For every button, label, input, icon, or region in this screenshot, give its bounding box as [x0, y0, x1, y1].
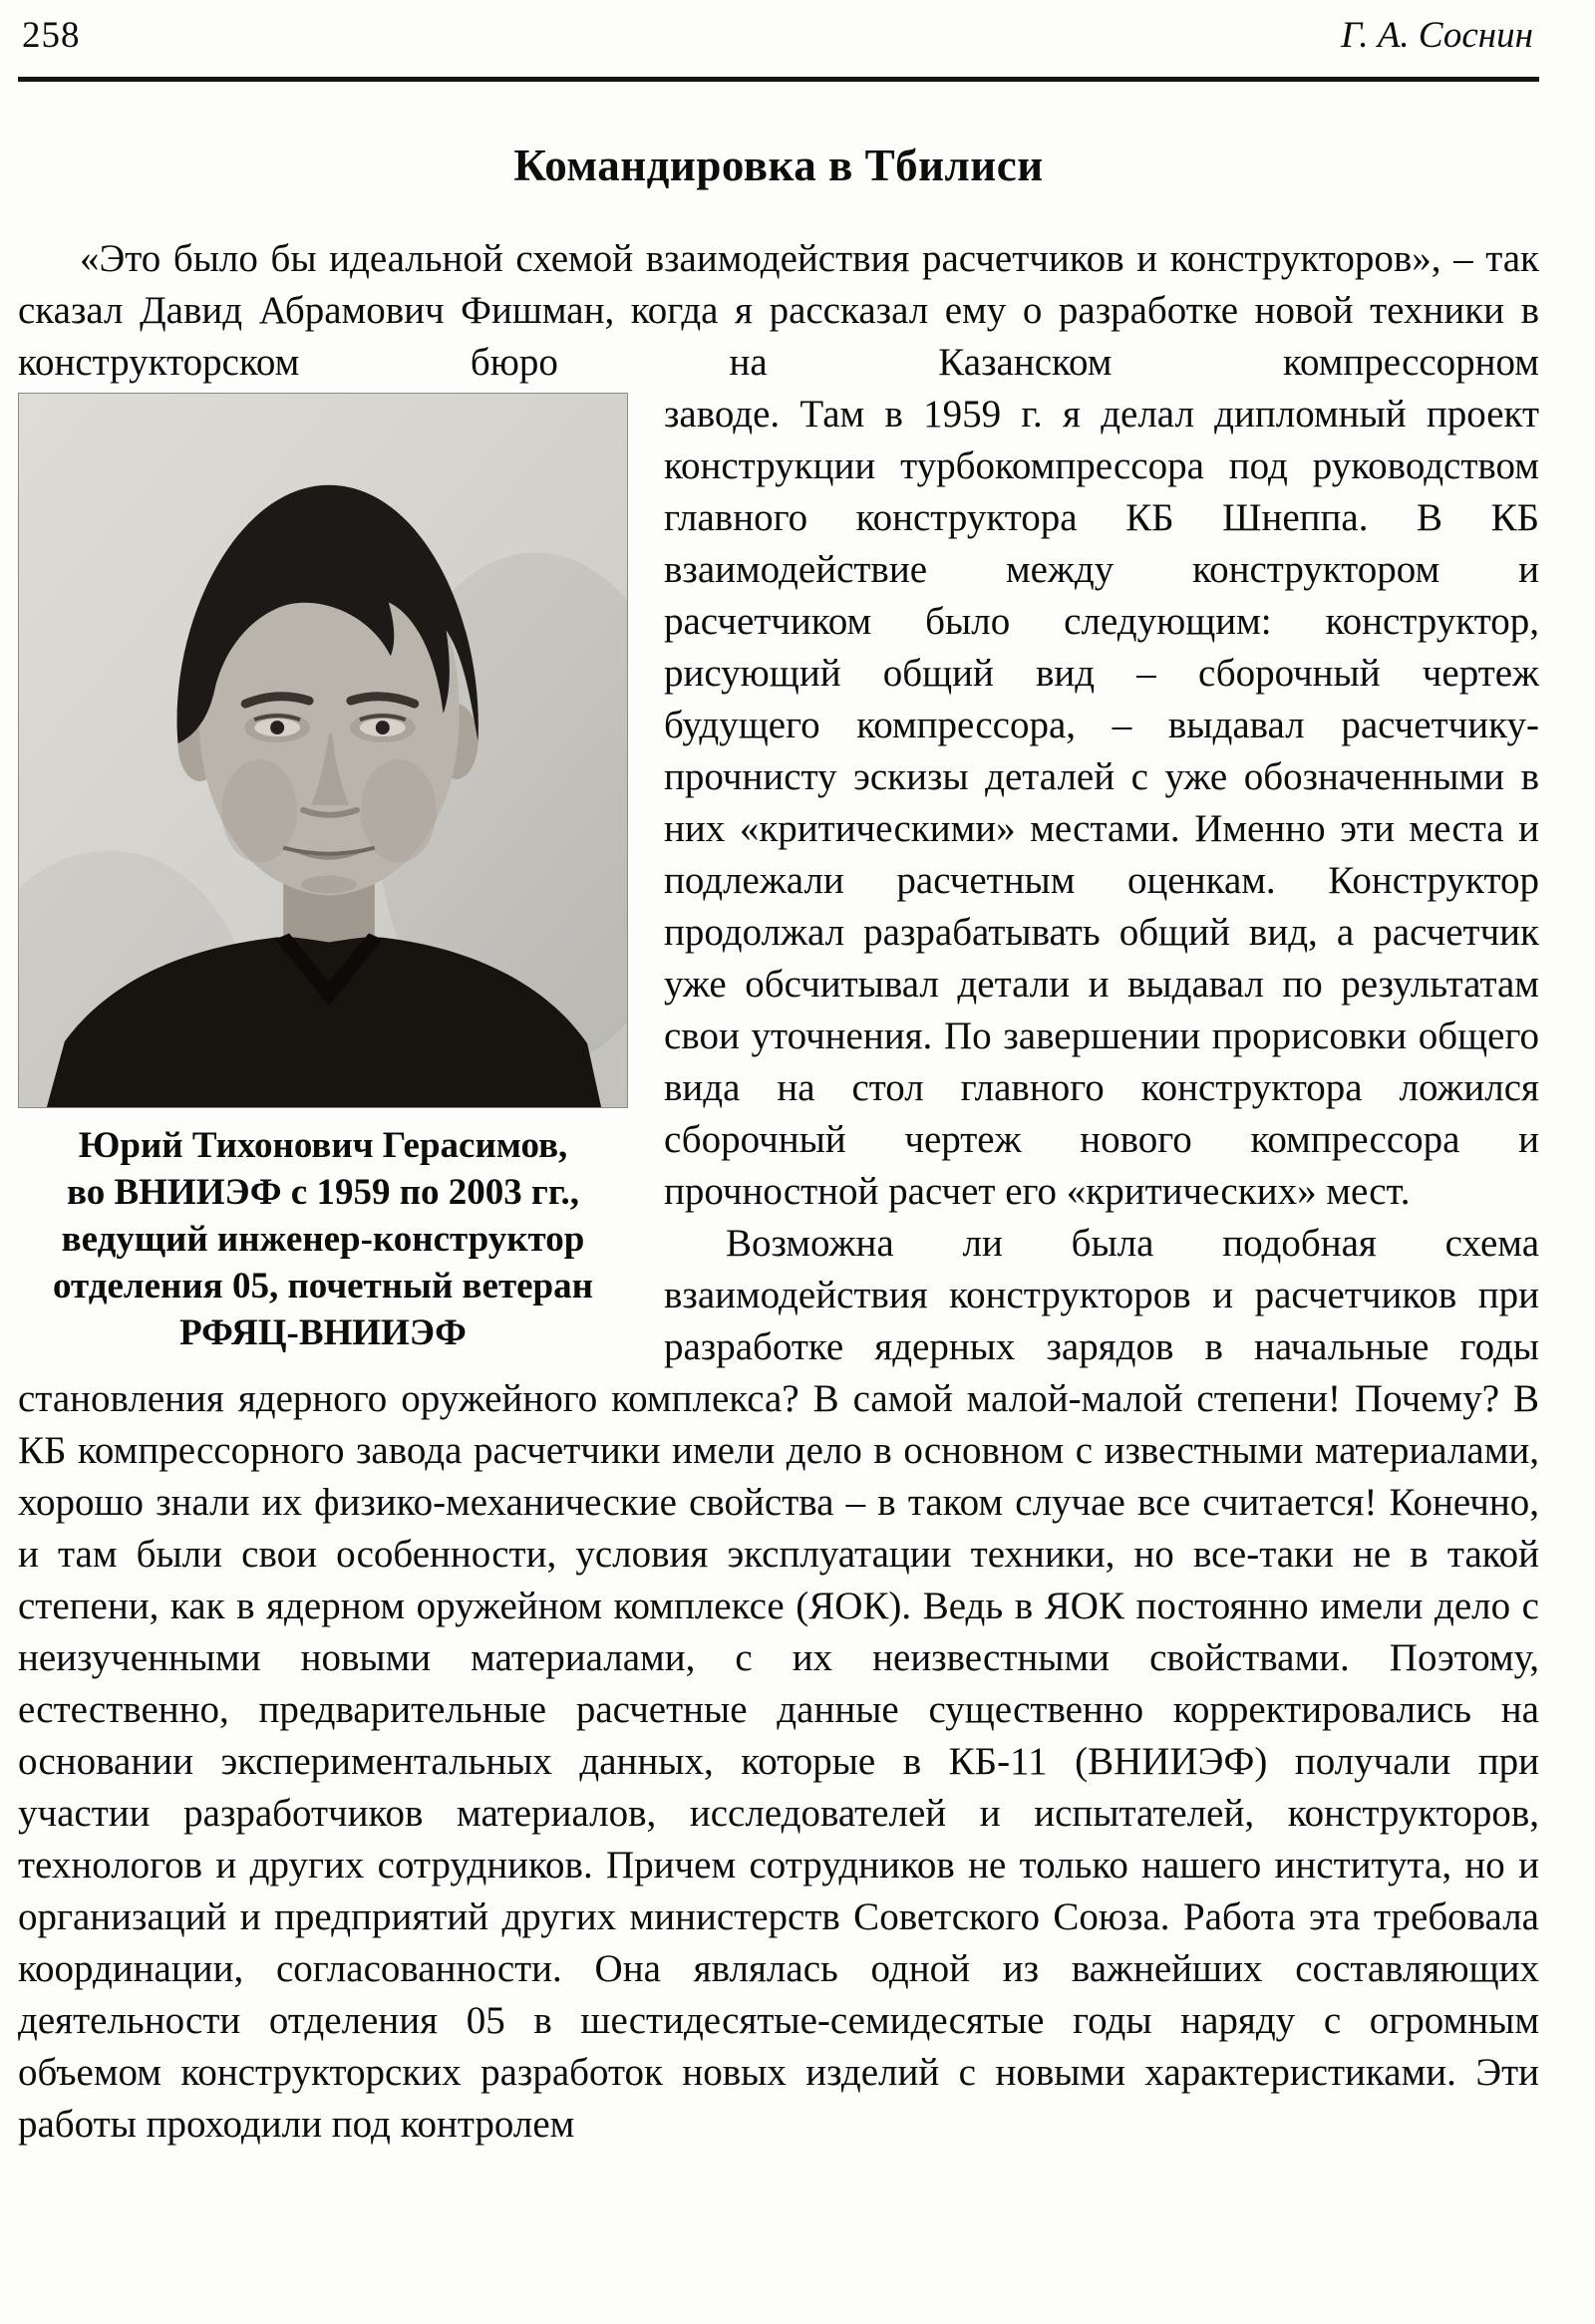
- chapter-title: Командировка в Тбилиси: [513, 141, 1044, 190]
- page-number: 258: [22, 15, 81, 56]
- photo-caption-line: Юрий Тихонович Герасимов,: [78, 1125, 568, 1166]
- paragraph-2: Возможна ли была подобная схема взаимодействия конструкторов и расчетчиков при разработке ядерных зарядов в начальные годы становления ядерного оружейного комплекса? В самой малой-малой степени! Почему? В КБ компрессорного завода расчетчики имели дело в основном с известными материалами, хорошо знали их физико-механические свойства – в таком случае все считается! Конечно, и там были свои особенности, условия эксплуатации техники, но все-таки не в такой степени, как в ядерном оружейном комплексе (ЯОК). Ведь в ЯОК постоянно имели дело с неизученными новыми материалами, с их неизвестными свойствами. Поэтому, естественно, предварительные расчетные данные существенно корректировались на основании экспериментальных данных, которые в КБ-11 (ВНИИЭФ) получали при участии разработчиков материалов, исследователей и испытателей, конструкторов, технологов и других сотрудников. Причем сотрудников не только нашего института, но и организаций и предприятий других министерств Советского Союза. Работа эта требовала координации, согласованности. Она являлась одной из важнейших составляющих деятельности отделения 05 в шестидесятые-семидесятые годы наряду с огромным объемом конструкторских разработок новых изделий с новыми характеристиками. Эти работы проходили под контролем: [18, 1222, 1539, 2146]
- photo-and-text-flow: [18, 389, 1539, 2151]
- article-body: [18, 233, 1539, 2151]
- running-header: [18, 8, 1539, 82]
- portrait-figure: [18, 393, 628, 1356]
- photo-caption-line: ведущий инженер-конструктор: [61, 1219, 585, 1260]
- paragraph-1-intro: «Это было бы идеальной схемой взаимодействия расчетчиков и конструкторов», – так сказал Давид Абрамович Фишман, когда я рассказал ему о разработке новой техники в конструкторском бюро на Казанском компрессорном: [18, 237, 1539, 384]
- photo-caption-line: во ВНИИЭФ с 1959 по 2003 гг.,: [67, 1172, 579, 1213]
- photo-caption: [18, 1122, 628, 1356]
- running-header-author: Г. А. Соснин: [1341, 15, 1533, 56]
- paragraph-1-continuation: заводе. Там в 1959 г. я делал дипломный проект конструкции турбокомпрессора под руководством главного конструктора КБ Шнеппа. В КБ взаимодействие между конструктором и расчетчиком было следующим: конструктор, рисующий общий вид – сборочный чертеж будущего компрессора, – выдавал расчетчику-прочнисту эскизы деталей с уже обозначенными в них «критическими» местами. Именно эти места и подлежали расчетным оценкам. Конструктор продолжал разрабатывать общий вид, а расчетчик уже обсчитывал детали и выдавал по результатам свои уточнения. По завершении прорисовки общего вида на стол главного конструктора ложился сборочный чертеж нового компрессора и прочностной расчет его «критических» мест.: [664, 393, 1539, 1213]
- portrait-photo-illustration: [19, 394, 627, 1107]
- photo-caption-line: отделения 05, почетный ветеран: [53, 1266, 593, 1307]
- portrait-photo: [18, 393, 628, 1108]
- photo-caption-line: РФЯЦ-ВНИИЭФ: [179, 1312, 467, 1353]
